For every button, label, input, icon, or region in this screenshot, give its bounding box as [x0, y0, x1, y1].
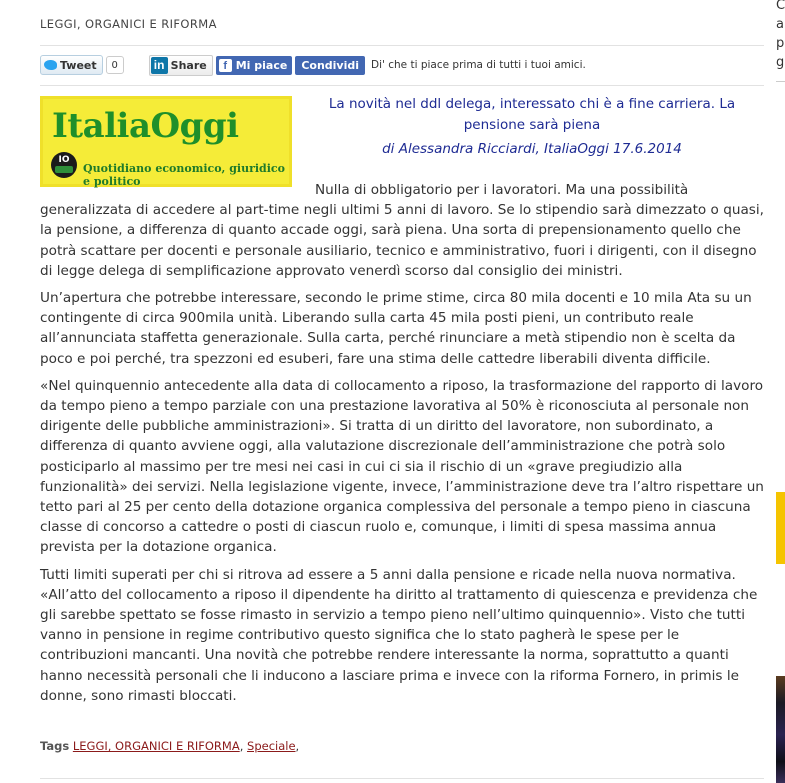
facebook-like-button[interactable] [216, 56, 293, 75]
linkedin-icon: in [151, 57, 168, 74]
article-paragraph: Tutti limiti superati per chi si ritrova ad essere a 5 anni dalla pensione e ricade nella nuova normativa. «All’atto del collocamento a riposo il dipendente ha diritto al trattamento di quiescenza e previdenza che gli sarebbe spettato se fosse rimasto in servizio a tempo pieno nell’ultimo quinquennio». Visto che tutti vanno in pensione in regime contributivo questo significa che lo stato pagherà le spese per le contribuzioni mancanti. Una novità che potrebbe rendere interessante la norma, soprattutto a quanti hanno necessità personali che li inducono a lasciare prima e invece con la riforma Fornero, in primis le donne, sono rimasti bloccati. [40, 566, 758, 704]
facebook-like-label: Mi piace [235, 58, 288, 72]
twitter-bird-icon [44, 60, 57, 70]
article-paragraph: «Nel quinquennio antecedente alla data di collocamento a riposo, la trasformazione del rapporto di lavoro da tempo pieno a tempo parziale con una prestazione lavorativa al 50% è riconosciuta al personale non dirigente delle pubbliche amministrazioni». Si tratta di un diritto del lavoratore, non subordinato, a differenza di quanto avviene oggi, alla valutazione discrezionale dell’amministrazione che potrà solo posticiparlo al massimo per tre mesi nei casi in cui ci sia il rischio di un «grave pregiudizio alla funzionalità» dei servizi. Nella legislazione vigente, invece, l’amministrazione deve tra l’altro rispettare un tetto pari al 25 per cento della dotazione organica complessiva del personale a tempo pieno in ciascuna classe di concorso a cattedre o posti di ciascun ruolo e, comunque, i limiti di spesa massima annua prevista per la dotazione organica. [40, 377, 764, 556]
logo-subtitle: Quotidiano economico, giuridico e politico [83, 162, 285, 188]
divider [40, 778, 764, 779]
sidebar-text-fragment: C a p g [776, 0, 785, 70]
divider [40, 85, 764, 86]
divider [40, 45, 764, 46]
facebook-share-button[interactable]: Condividi [295, 56, 365, 75]
post-tags: Tags LEGGI, ORGANICI E RIFORMA, Speciale, [40, 739, 300, 753]
italiaoggi-logo [40, 96, 292, 187]
logo-title: ItaliaOggi [52, 106, 239, 146]
tweet-button[interactable] [40, 55, 103, 75]
sidebar-ad-banner[interactable] [776, 492, 785, 564]
linkedin-share-button[interactable] [149, 55, 213, 76]
sidebar-divider [776, 81, 785, 82]
facebook-icon: f [219, 59, 232, 72]
tweet-count: 0 [106, 56, 124, 74]
tag-link[interactable]: Speciale [247, 739, 296, 753]
post-category: LEGGI, ORGANICI E RIFORMA [40, 17, 217, 31]
tags-label: Tags [40, 739, 70, 753]
tweet-label: Tweet [60, 58, 97, 72]
share-bar [40, 54, 586, 76]
article-paragraph: Nulla di obbligatorio per i lavoratori. Ma una possibilità generalizzata di accedere al part-time negli ultimi 5 anni di lavoro. Se lo stipendio sarà dimezzato o quasi, la pensione, a differenza di quanto accade oggi, sarà piena. Una sorta di prepensionamento quello che potrà scattare per docenti e personale ausiliario, tecnico e amministrativo, fuori i dirigenti, con il disegno di legge delega di semplificazione approvato venerdì scorso dal consiglio dei ministri. [40, 182, 764, 279]
facebook-social-text: Di' che ti piace prima di tutti i tuoi amici. [371, 59, 586, 71]
tag-link[interactable]: LEGGI, ORGANICI E RIFORMA [72, 739, 240, 753]
article-body [40, 180, 764, 713]
article-paragraph: Un’apertura che potrebbe interessare, secondo le prime stime, circa 80 mila docenti e 10 mila Ata su un contingente di circa 900mila unità. Liberando sulla carta 45 mila posti pieni, un contributo reale all’annunciata staffetta generazionale. Sulla carta, perché rinunciare a metà stipendio non è scelta da poco e poi perché, tra spezzoni ed esuberi, fare una stima delle cattedre liberabili diventa difficile. [40, 290, 752, 367]
linkedin-share-label: Share [170, 58, 207, 72]
article-headline: La novità nel ddl delega, interessato chi è a fine carriera. La pensione sarà piena [328, 96, 736, 133]
sidebar-ad-image[interactable] [776, 676, 785, 783]
logo-badge: IO [51, 152, 77, 178]
article-byline: di Alessandra Ricciardi, ItaliaOggi 17.6.2014 [382, 141, 682, 157]
